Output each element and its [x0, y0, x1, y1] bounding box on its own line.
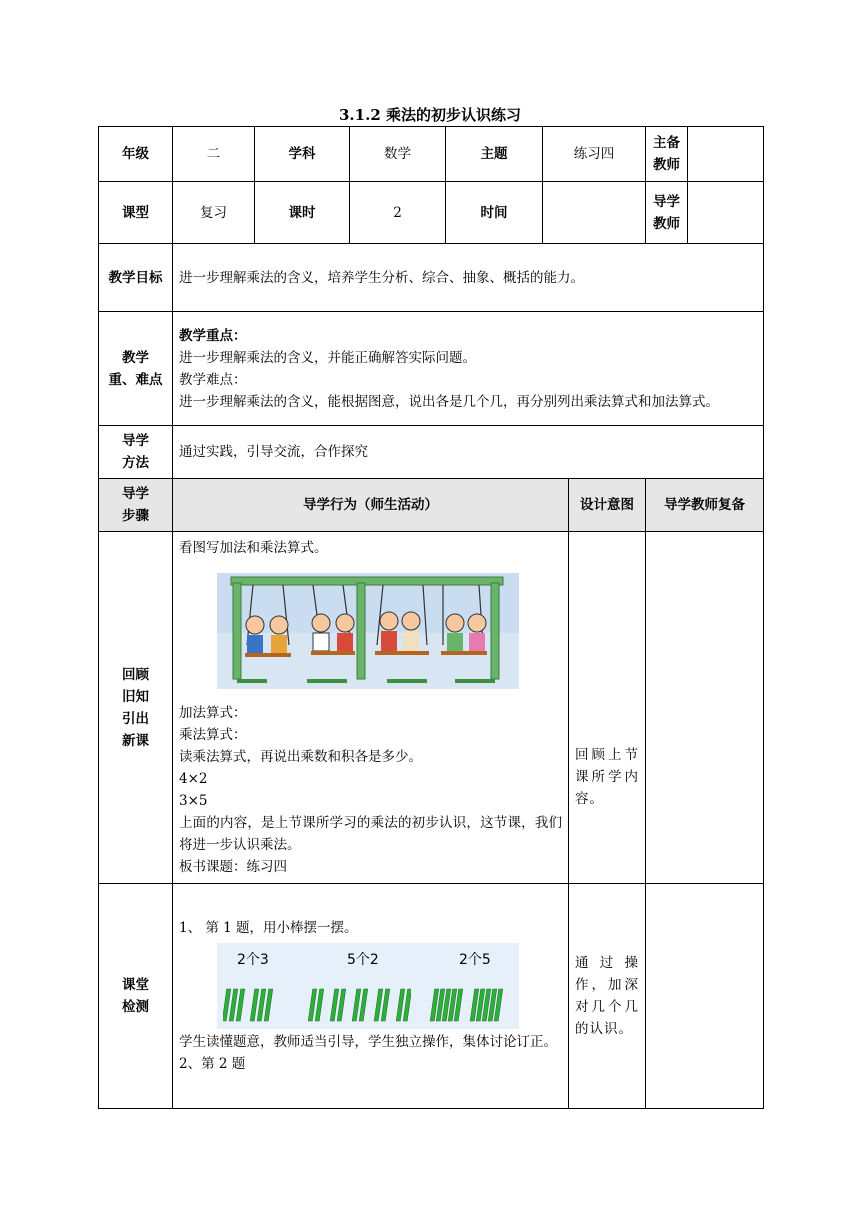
grade-label: 年级 [99, 127, 173, 182]
review-intent: 回顾上节课所学内容。 [569, 532, 646, 884]
goals-label: 教学目标 [99, 244, 173, 312]
key-points-label [99, 312, 173, 426]
review-line-4: 4×2 [179, 771, 208, 787]
practice-intent: 通过操作，加深对几个几的认识。 [569, 884, 646, 1109]
lead-teacher-label: 主备教师 [646, 127, 688, 182]
key-points-label-line-2: 重、难点 [108, 371, 163, 388]
review-line-7: 板书课题：练习四 [179, 859, 287, 875]
practice-item-1: 1、 第 1 题，用小棒摆一摆。 [179, 920, 358, 936]
practice-line-2: 学生读懂题意，教师适当引导，学生独立操作，集体讨论订正。 [179, 1034, 557, 1050]
subject-label: 学科 [255, 127, 350, 182]
practice-label-line-1: 课堂 [122, 977, 149, 993]
practice-section-label [99, 884, 173, 1109]
period-label: 课时 [255, 182, 350, 244]
subject-value: 数学 [350, 127, 446, 182]
time-label: 时间 [446, 182, 543, 244]
stick-group-3 [429, 987, 513, 1023]
review-label-line-1: 回顾 [122, 666, 149, 683]
topic-label: 主题 [446, 127, 543, 182]
guide-teacher-label: 导学教师 [646, 182, 688, 244]
difficult-text: 进一步理解乘法的含义，能根据图意，说出各是几个几，再分别列出乘法算式和加法算式。 [179, 393, 719, 410]
practice-activity [173, 884, 569, 1109]
practice-item-2: 2、第 2 题 [179, 1056, 246, 1072]
type-label: 课型 [99, 182, 173, 244]
practice-section-row [99, 884, 764, 1109]
topic-value: 练习四 [543, 127, 646, 182]
difficult-heading: 教学难点： [179, 371, 247, 388]
steps-label-line-1: 导学 [122, 486, 149, 502]
steps-label [99, 479, 173, 532]
method-text: 通过实践，引导交流，合作探究 [173, 426, 764, 479]
practice-label-line-2: 检测 [122, 999, 149, 1015]
goals-row [99, 244, 764, 312]
review-intro: 看图写加法和乘法算式。 [179, 540, 328, 556]
review-notes [646, 532, 764, 884]
key-points-content [173, 312, 764, 426]
period-value: 2 [350, 182, 446, 244]
header-row-2 [99, 182, 764, 244]
stick-label-1: 2个3 [237, 952, 269, 968]
key-points-label-line-1: 教学 [122, 349, 149, 366]
key-heading: 教学重点： [179, 327, 247, 344]
review-section-label [99, 532, 173, 884]
review-line-6: 上面的内容，是上节课所学习的乘法的初步认识，这节课，我们将进一步认识乘法。 [179, 815, 562, 853]
swing-illustration [217, 573, 562, 696]
method-label-line-1: 导学 [122, 433, 149, 449]
method-label [99, 426, 173, 479]
method-label-line-2: 方法 [122, 455, 149, 471]
stick-label-3: 2个5 [459, 952, 491, 968]
review-line-2: 乘法算式： [179, 727, 247, 743]
sticks-illustration [217, 943, 519, 1029]
grade-value: 二 [173, 127, 255, 182]
swing-picture [217, 573, 519, 689]
review-header: 导学教师复备 [646, 479, 764, 532]
key-points-row [99, 312, 764, 426]
steps-label-line-2: 步骤 [122, 508, 149, 524]
review-label-line-2: 旧知 [122, 688, 149, 705]
review-line-5: 3×5 [179, 793, 208, 809]
review-line-1: 加法算式： [179, 705, 247, 721]
page-title: 3.1.2 乘法的初步认识练习 [339, 106, 521, 124]
review-section-row [99, 532, 764, 884]
review-line-3: 读乘法算式，再说出乘数和积各是多少。 [179, 749, 422, 765]
stick-group-2 [307, 987, 411, 1023]
intent-header: 设计意图 [569, 479, 646, 532]
review-activity [173, 532, 569, 884]
header-row-1 [99, 127, 764, 182]
stick-group-1 [223, 987, 279, 1023]
method-row [99, 426, 764, 479]
lead-teacher-value [688, 127, 764, 182]
review-label-line-4: 新课 [122, 732, 149, 749]
goals-text: 进一步理解乘法的含义，培养学生分析、综合、抽象、概括的能力。 [173, 244, 764, 312]
type-value: 复习 [173, 182, 255, 244]
steps-header-row [99, 479, 764, 532]
activity-header: 导学行为（师生活动） [173, 479, 569, 532]
key-text: 进一步理解乘法的含义，并能正确解答实际问题。 [179, 349, 476, 366]
practice-notes [646, 884, 764, 1109]
review-label-line-3: 引出 [122, 710, 149, 727]
stick-label-2: 5个2 [347, 952, 379, 968]
guide-teacher-value [688, 182, 764, 244]
lesson-plan-table [98, 126, 764, 1109]
time-value [543, 182, 646, 244]
